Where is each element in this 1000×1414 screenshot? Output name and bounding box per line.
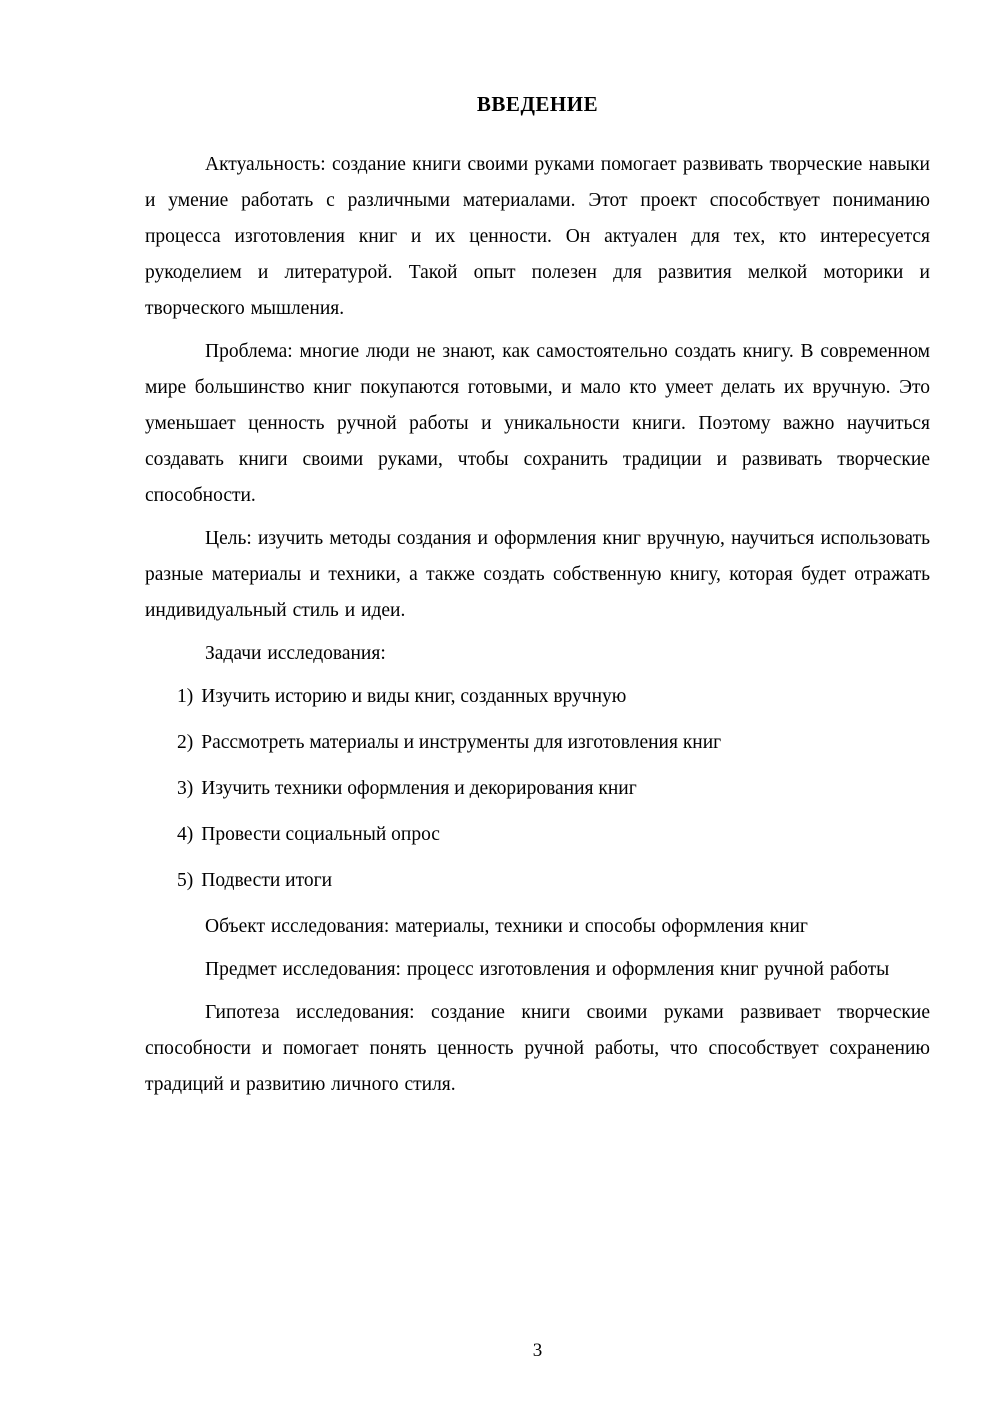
task-text: Провести социальный опрос: [201, 824, 440, 845]
task-item: [145, 679, 930, 715]
task-number: 1): [177, 686, 194, 707]
task-text: Подвести итоги: [201, 870, 333, 891]
task-number: 5): [177, 870, 194, 891]
tasks-heading: Задачи исследования:: [205, 643, 386, 664]
page-number: 3: [532, 1340, 543, 1361]
task-item: [145, 725, 930, 761]
task-item: [145, 817, 930, 853]
paragraph-object: Объект исследования: материалы, техники и способы оформления книг: [205, 916, 808, 937]
document-title: ВВЕДЕНИЕ: [476, 92, 599, 116]
paragraph-goal: Цель: изучить методы создания и оформления книг вручную, научиться использовать разные материалы и техники, а также создать собственную книгу, которая будет отражать индивидуальный стиль и идеи.: [145, 528, 930, 621]
task-text: Рассмотреть материалы и инструменты для изготовления книг: [201, 732, 722, 753]
task-number: 3): [177, 778, 194, 799]
paragraph-problem: Проблема: многие люди не знают, как самостоятельно создать книгу. В современном мире большинство книг покупаются готовыми, и мало кто умеет делать их вручную. Это уменьшает ценность ручной работы и уникальности книги. Поэтому важно научиться создавать книги своими руками, чтобы сохранить традиции и развивать творческие способности.: [145, 341, 930, 506]
task-number: 4): [177, 824, 194, 845]
paragraph-subject: Предмет исследования: процесс изготовления и оформления книг ручной работы: [205, 959, 890, 980]
paragraph-relevance: Актуальность: создание книги своими руками помогает развивать творческие навыки и умение работать с различными материалами. Этот проект способствует пониманию процесса изготовления книг и их ценности. Он актуален для тех, кто интересуется рукоделием и литературой. Такой опыт полезен для развития мелкой моторики и творческого мышления.: [145, 154, 930, 319]
task-number: 2): [177, 732, 194, 753]
tasks-list: [145, 679, 930, 899]
task-item: [145, 771, 930, 807]
paragraph-hypothesis: Гипотеза исследования: создание книги своими руками развивает творческие способности и помогает понять ценность ручной работы, что способствует сохранению традиций и развитию личного стиля.: [145, 1002, 930, 1095]
task-item: [145, 863, 930, 899]
task-text: Изучить техники оформления и декорирования книг: [201, 778, 637, 799]
task-text: Изучить историю и виды книг, созданных вручную: [201, 686, 627, 707]
